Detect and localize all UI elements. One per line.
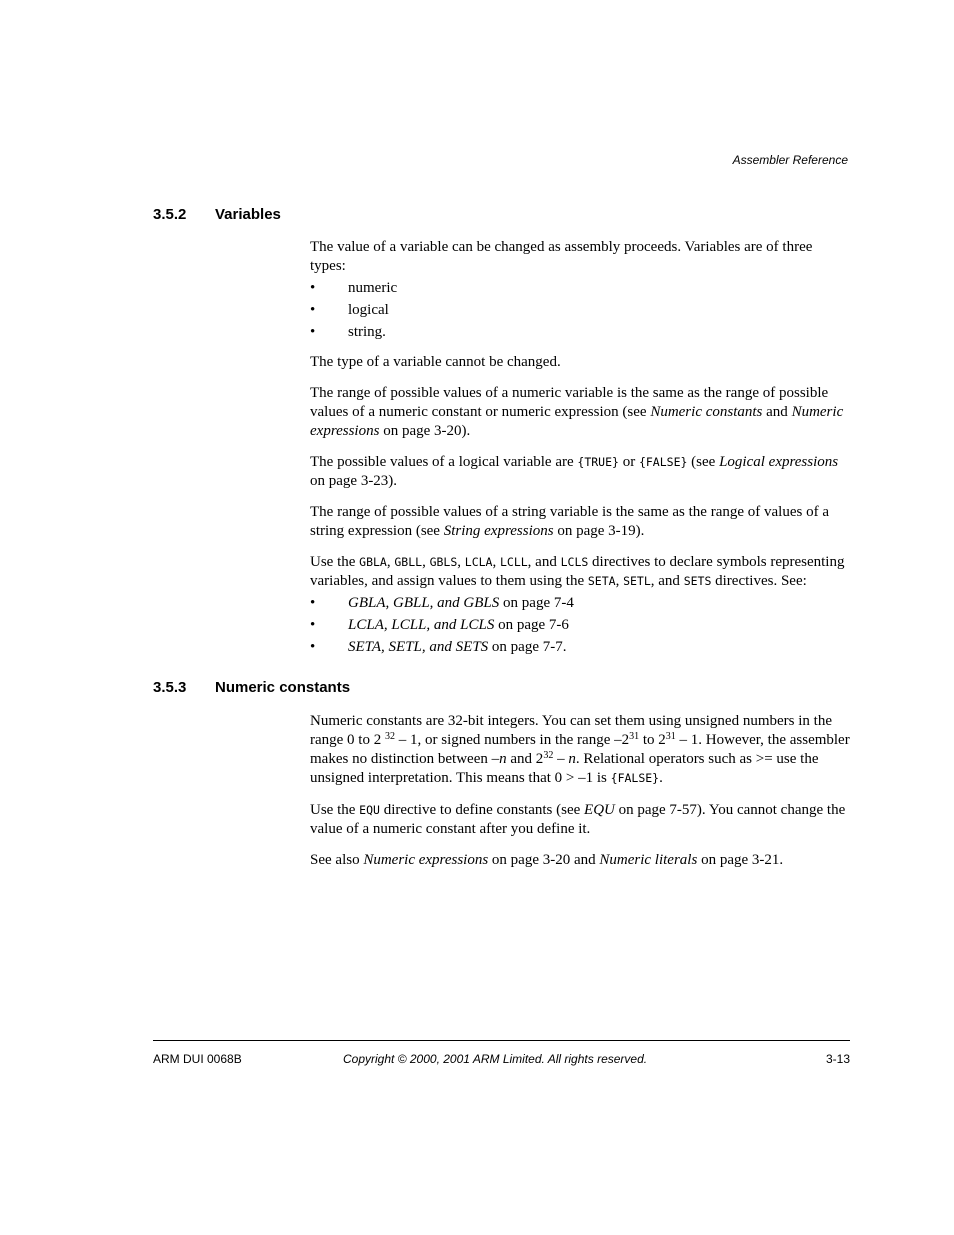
code-literal: {TRUE} <box>577 455 619 469</box>
copyright-notice: Copyright © 2000, 2001 ARM Limited. All rights reserved. <box>343 1052 648 1066</box>
section-number: 3.5.2 <box>153 206 187 223</box>
text-run: – 1, or signed numbers in the range –2 <box>394 732 630 748</box>
code-literal: LCLS <box>560 555 589 569</box>
paragraph <box>310 238 850 342</box>
cross-reference: Numeric literals <box>599 852 698 868</box>
cross-reference: Numeric constants <box>650 404 763 420</box>
text-run: and 2 <box>506 751 544 767</box>
exponent: 32 <box>384 731 395 742</box>
variable-symbol: n <box>568 751 576 767</box>
text-run: The range of possible values of a string variable is the same as the range of values of a string expression (see <box>310 504 829 539</box>
text-run: directives to declare symbols representing variables, and assign values to them using the <box>310 554 845 589</box>
text-run: on page 3-21. <box>697 852 784 868</box>
text-run: (see <box>687 454 720 470</box>
code-literal: GBLA <box>359 555 387 569</box>
text-run: on page 7-57). You cannot change the value of a numeric constant after you define it. <box>310 802 846 837</box>
footer-rule <box>153 1040 850 1041</box>
paragraph <box>310 384 850 441</box>
text-run: Use the <box>310 802 360 818</box>
text-run: to 2 <box>639 732 666 748</box>
section-number: 3.5.3 <box>153 679 187 696</box>
cross-reference: LCLA, LCLL, and LCLS <box>348 617 495 633</box>
text-run: . <box>659 770 663 786</box>
text-run: The possible values of a logical variable are <box>310 454 578 470</box>
paragraph <box>310 712 850 788</box>
text-run: on page 7-6 <box>494 617 569 633</box>
paragraph <box>310 801 850 839</box>
cross-reference: Numeric expressions <box>363 852 489 868</box>
code-literal: GBLL <box>394 555 423 569</box>
exponent: 31 <box>665 731 676 742</box>
cross-reference: Logical expressions <box>719 454 839 470</box>
text-run: , <box>615 573 624 589</box>
text-run: directive to define constants (see <box>379 802 585 818</box>
text-run: on page 3-20). <box>379 423 471 439</box>
paragraph <box>310 453 850 491</box>
text-run: on page 3-23). <box>310 473 398 489</box>
list-item <box>310 616 850 635</box>
list-item <box>310 638 850 657</box>
text-run: or <box>618 454 639 470</box>
list-item <box>310 594 850 613</box>
code-literal: GBLS <box>429 555 458 569</box>
text-run: See also <box>310 852 364 868</box>
cross-reference: Numeric expressions <box>310 404 844 439</box>
exponent: 32 <box>543 750 554 761</box>
list-item: • numeric <box>310 279 850 298</box>
text-run: , <box>492 554 500 570</box>
cross-reference: GBLA, GBLL, and GBLS <box>348 595 500 611</box>
list-item: • string. <box>310 323 850 342</box>
code-literal: {FALSE} <box>638 455 688 469</box>
text-run: , <box>422 554 430 570</box>
paragraph <box>310 851 850 870</box>
text-run: on page 3-20 and <box>488 852 600 868</box>
document-id: ARM DUI 0068B <box>153 1052 242 1066</box>
text-run: , <box>386 554 395 570</box>
paragraph <box>310 503 850 541</box>
text-run: , and <box>527 554 561 570</box>
code-literal: SETA <box>587 574 616 588</box>
code-literal: {FALSE} <box>610 771 660 785</box>
code-literal: SETL <box>623 574 651 588</box>
text-run: on page 7-4 <box>499 595 574 611</box>
code-literal: LCLL <box>499 555 528 569</box>
text-run: . Relational operators such as >= use the unsigned interpretation. This means that 0 > –1 is <box>310 751 819 786</box>
paragraph-text: The type of a variable cannot be changed. <box>310 354 561 370</box>
paragraph <box>310 553 850 657</box>
section-title: Numeric constants <box>215 679 351 696</box>
text-run: and <box>762 404 792 420</box>
code-literal: EQU <box>359 803 380 817</box>
text-run: Use the <box>310 554 360 570</box>
list-item: • logical <box>310 301 850 320</box>
cross-reference: String expressions <box>443 523 554 539</box>
text-run: – <box>553 751 569 767</box>
text-run: The range of possible values of a numeric variable is the same as the range of possible values of a numeric constant or numeric expression (see <box>310 385 829 420</box>
section-title: Variables <box>215 206 281 223</box>
text-run: , and <box>650 573 684 589</box>
text-run: on page 7-7. <box>488 639 567 655</box>
text-run: – 1. However, the assembler makes no distinction between – <box>310 732 850 767</box>
text-run: on page 3-19). <box>553 523 645 539</box>
code-literal: LCLA <box>464 555 493 569</box>
paragraph-text: The value of a variable can be changed as assembly proceeds. Variables are of three types: <box>310 239 813 274</box>
text-run: directives. See: <box>711 573 807 589</box>
running-header: Assembler Reference <box>732 153 848 167</box>
variable-symbol: n <box>499 751 507 767</box>
text-run: Numeric constants are 32-bit integers. You can set them using unsigned numbers in the range 0 to 2 <box>310 713 832 748</box>
exponent: 31 <box>629 731 640 742</box>
cross-reference: EQU <box>584 802 615 818</box>
paragraph <box>310 353 850 372</box>
text-run: , <box>457 554 465 570</box>
page-number: 3-13 <box>825 1052 850 1066</box>
code-literal: SETS <box>683 574 712 588</box>
cross-reference: SETA, SETL, and SETS <box>348 639 489 655</box>
